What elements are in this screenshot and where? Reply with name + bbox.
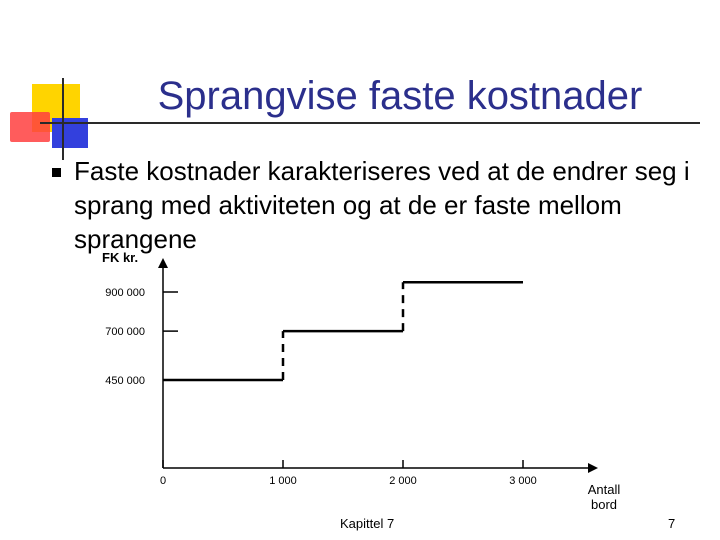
bullet-text: Faste kostnader karakteriseres ved at de endrer seg i sprang med aktiviteten og at de er faste mellom sprangene bbox=[74, 156, 690, 254]
x-tick-label: 2 000 bbox=[389, 475, 417, 487]
y-axis-arrow bbox=[158, 258, 168, 268]
y-tick-label: 450 000 bbox=[105, 375, 145, 387]
y-tick-label: 900 000 bbox=[105, 287, 145, 299]
x-tick-label: 0 bbox=[159, 475, 167, 487]
x-axis-title-line1: Antall bbox=[587, 482, 621, 497]
y-axis-title: FK kr. bbox=[102, 250, 139, 265]
x-axis-arrow bbox=[588, 463, 598, 473]
x-tick-label: 3 000 bbox=[509, 475, 537, 487]
footer-chapter: Kapittel 7 bbox=[340, 516, 395, 531]
y-tick-label: 700 000 bbox=[105, 326, 145, 339]
x-tick-label: 1 000 bbox=[269, 475, 297, 487]
page-number: 7 bbox=[668, 516, 676, 531]
slide-title: Sprangvise faste kostnader bbox=[157, 74, 643, 118]
x-axis-title-line2: bord bbox=[590, 497, 618, 512]
